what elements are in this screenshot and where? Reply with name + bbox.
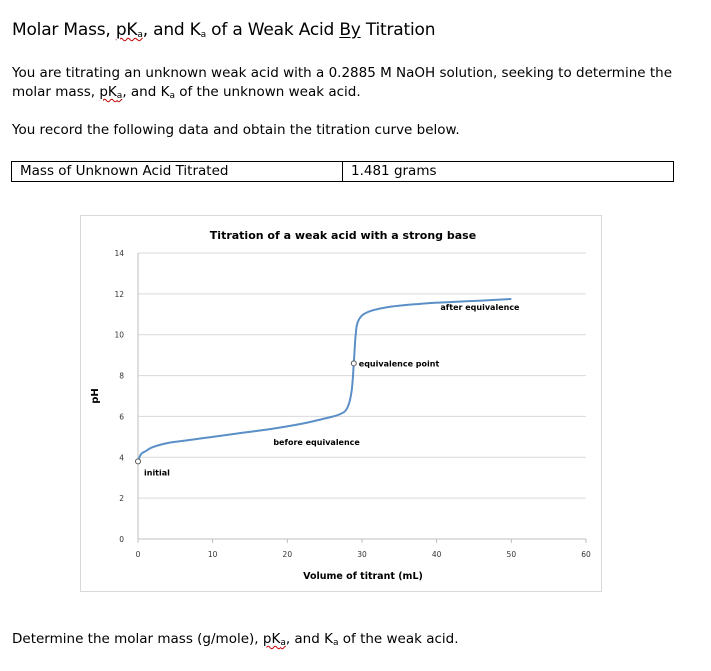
annotation-label: initial <box>144 468 170 478</box>
mass-data-table <box>11 161 674 182</box>
y-tick-label: 8 <box>119 371 124 381</box>
x-tick-label: 0 <box>135 550 141 559</box>
titration-chart-svg <box>81 216 601 591</box>
y-axis-label: pH <box>90 388 101 404</box>
pka-term: $pK_a$ <box>262 631 286 648</box>
y-tick-label: 12 <box>114 289 124 299</box>
x-axis-label: Volume of titrant (mL) <box>303 571 423 582</box>
y-tick-label: 10 <box>114 330 124 340</box>
document-title: Molar Mass, $pK_a$, and $K_a$ of a Weak Acid By Titration <box>12 20 436 40</box>
instruction-paragraph: You record the following data and obtain the titration curve below. <box>12 122 460 138</box>
annotation-marker <box>351 361 356 366</box>
titration-chart <box>80 215 602 592</box>
annotation-marker <box>136 459 141 464</box>
mass-label-cell: Mass of Unknown Acid Titrated <box>12 162 343 182</box>
y-tick-label: 6 <box>119 412 124 422</box>
x-tick-label: 30 <box>357 550 367 559</box>
y-tick-label: 0 <box>119 535 124 544</box>
chart-title: Titration of a weak acid with a strong base <box>209 229 477 242</box>
y-tick-label: 2 <box>119 494 124 504</box>
annotation-label: equivalence point <box>358 359 440 369</box>
annotation-label: after equivalence <box>440 303 520 313</box>
x-tick-label: 40 <box>431 550 442 559</box>
x-tick-label: 10 <box>207 550 218 559</box>
x-tick-label: 20 <box>282 550 293 559</box>
table-row <box>12 162 674 182</box>
mass-value-cell: 1.481 grams <box>343 162 674 182</box>
question-paragraph: Determine the molar mass (g/mole), $pK_a$, and $K_a$ of the weak acid. <box>12 631 459 648</box>
annotation-label: before equivalence <box>273 438 360 448</box>
y-tick-label: 14 <box>114 249 124 258</box>
x-tick-label: 60 <box>581 550 591 559</box>
intro-paragraph: You are titrating an unknown weak acid with a 0.2885 M NaOH solution, seeking to determine the molar mass, $pK_a$, and $K_a$ of the unknown weak acid. <box>12 65 673 101</box>
pka-term: $pK_a$ <box>115 20 143 40</box>
x-tick-label: 50 <box>506 550 517 559</box>
y-tick-label: 4 <box>119 453 124 463</box>
pka-term: $pK_a$ <box>99 84 123 101</box>
